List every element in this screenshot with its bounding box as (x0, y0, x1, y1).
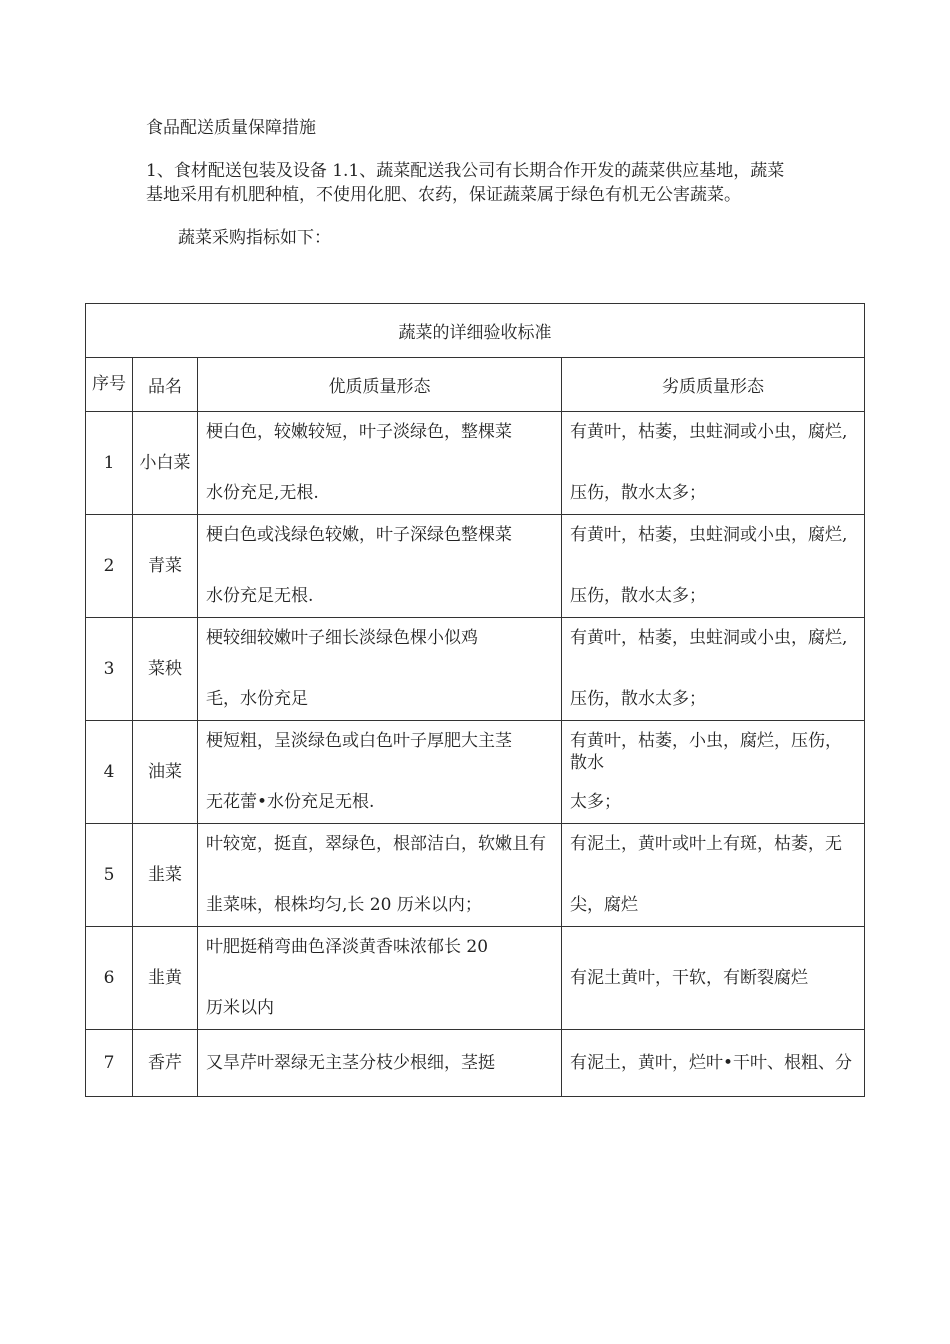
bad-quality-line-2: 压伤，散水太多； (570, 586, 706, 606)
row-bad-quality (562, 618, 865, 721)
table-row (86, 515, 865, 618)
table-row (86, 824, 865, 927)
table-row (86, 1030, 865, 1097)
header-index: 序号 (86, 358, 133, 412)
table-row (86, 618, 865, 721)
bad-quality-line-2: 太多； (570, 792, 621, 812)
good-quality-text: 又旱芹叶翠绿无主茎分枝少根细，茎挺 (206, 1053, 495, 1073)
bad-quality-line-1: 有黄叶，枯萎，小虫，腐烂，压伤，散水 (570, 731, 842, 773)
bad-quality-line-2: 尖，腐烂 (570, 895, 638, 915)
row-good-quality (198, 515, 562, 618)
row-good-quality (198, 927, 562, 1030)
good-quality-line-1: 叶较宽，挺直，翠绿色，根部洁白，软嫩且有 (206, 834, 546, 854)
good-quality-line-1: 梗白色，较嫩较短，叶子淡绿色，整棵菜 (206, 422, 512, 442)
bad-quality-line-1: 有泥土，黄叶或叶上有斑，枯萎，无 (570, 834, 842, 854)
row-good-quality (198, 618, 562, 721)
page-title: 食品配送质量保障措施 (146, 118, 316, 138)
good-quality-line-2: 韭菜味，根株均匀,长 20 历米以内； (206, 895, 482, 915)
row-index: 7 (86, 1030, 133, 1097)
row-name: 菜秧 (133, 618, 198, 721)
row-good-quality (198, 412, 562, 515)
row-bad-quality (562, 927, 865, 1030)
row-bad-quality (562, 824, 865, 927)
bad-quality-line-1: 有黄叶，枯萎，虫蛀洞或小虫，腐烂, (570, 525, 848, 545)
row-name: 韭黄 (133, 927, 198, 1030)
bad-quality-line-2: 压伤，散水太多； (570, 483, 706, 503)
header-name: 品名 (133, 358, 198, 412)
table-row (86, 721, 865, 824)
row-bad-quality (562, 721, 865, 824)
row-name: 青菜 (133, 515, 198, 618)
row-index: 6 (86, 927, 133, 1030)
bad-quality-line-1: 有黄叶，枯萎，虫蛀洞或小虫，腐烂, (570, 628, 848, 648)
table-row (86, 927, 865, 1030)
bad-quality-line-2: 压伤，散水太多； (570, 689, 706, 709)
table-caption: 蔬菜的详细验收标准 (86, 304, 865, 358)
row-name: 小白菜 (133, 412, 198, 515)
row-bad-quality (562, 515, 865, 618)
row-index: 5 (86, 824, 133, 927)
row-good-quality (198, 721, 562, 824)
header-bad-quality: 劣质质量形态 (562, 358, 865, 412)
good-quality-line-1: 梗较细较嫩叶子细长淡绿色棵小似鸡 (206, 628, 478, 648)
row-bad-quality (562, 1030, 865, 1097)
good-quality-line-1: 梗短粗，呈淡绿色或白色叶子厚肥大主茎 (206, 731, 512, 751)
row-index: 4 (86, 721, 133, 824)
row-name: 油菜 (133, 721, 198, 824)
row-index: 1 (86, 412, 133, 515)
table-intro-text: 蔬菜采购指标如下： (178, 228, 331, 248)
row-bad-quality (562, 412, 865, 515)
table-row (86, 412, 865, 515)
good-quality-line-1: 叶肥挺稍弯曲色泽淡黄香味浓郁长 20 (206, 937, 489, 957)
good-quality-line-2: 水份充足无根. (206, 586, 314, 606)
bad-quality-line-1: 有黄叶，枯萎，虫蛀洞或小虫，腐烂, (570, 422, 848, 442)
acceptance-standard-table (85, 303, 865, 1097)
good-quality-line-2: 历米以内 (206, 998, 274, 1018)
row-index: 3 (86, 618, 133, 721)
bad-quality-text: 有泥土黄叶，干软，有断裂腐烂 (570, 968, 808, 988)
good-quality-line-2: 毛，水份充足 (206, 689, 308, 709)
good-quality-line-2: 水份充足,无根. (206, 483, 319, 503)
row-name: 韭菜 (133, 824, 198, 927)
header-good-quality: 优质质量形态 (198, 358, 562, 412)
table-header-row (86, 358, 865, 412)
paragraph-line-1: 1、食材配送包装及设备 1.1、蔬菜配送我公司有长期合作开发的蔬菜供应基地，蔬菜 (146, 161, 785, 181)
good-quality-line-1: 梗白色或浅绿色较嫩，叶子深绿色整棵菜 (206, 525, 512, 545)
paragraph-line-2: 基地采用有机肥种植，不使用化肥、农药，保证蔬菜属于绿色有机无公害蔬菜。 (146, 185, 741, 205)
good-quality-line-2: 无花蕾•水份充足无根. (206, 792, 375, 812)
row-name: 香芹 (133, 1030, 198, 1097)
bad-quality-text: 有泥土，黄叶，烂叶•干叶、根粗、分 (570, 1053, 853, 1073)
row-index: 2 (86, 515, 133, 618)
row-good-quality (198, 824, 562, 927)
row-good-quality (198, 1030, 562, 1097)
intro-paragraph (146, 159, 866, 207)
